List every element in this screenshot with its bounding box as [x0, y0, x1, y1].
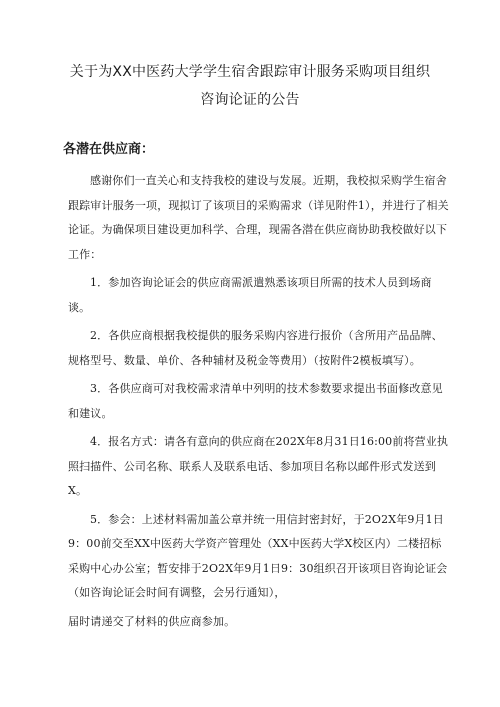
item-2-paragraph: 2．各供应商根据我校提供的服务采购内容进行报价（含所用产品品牌、规格型号、数量、单价、各种辅材及税金等费用）（按附件2模板填写）。 [68, 329, 443, 367]
intro-paragraph: 感谢你们一直关心和支持我校的建设与发展。近期，我校拟采购学生宿舍跟踪审计服务一项，现拟订了该项目的采购需求（详见附件1），并进行了相关论证。为确保项目建设更加科学、合理，现需各潜在供应商协助我校做好以下工作： [68, 174, 449, 261]
notice-body [68, 169, 452, 638]
closing-line: 届时请递交了材料的供应商参加。 [68, 614, 236, 628]
notice-title-line-2: 咨询论证的公告 [200, 92, 300, 108]
item-4-paragraph: 4．报名方式：请各有意向的供应商在202X年8月31日16:00前将营业执照扫描件、公司名称、联系人及联系电话、参加项目名称以邮件形式发送到X。 [68, 435, 449, 497]
notice-title-line-1: 关于为XX中医药大学学生宿舍跟踪审计服务采购项目组织 [69, 64, 431, 80]
item-1-paragraph: 1．参加咨询论证会的供应商需派遣熟悉该项目所需的技术人员到场商谈。 [68, 276, 432, 314]
item-3-paragraph: 3．各供应商可对我校需求清单中列明的技术参数要求提出书面修改意见和建议。 [68, 382, 443, 420]
salutation: 各潜在供应商： [63, 142, 155, 157]
item-5-paragraph: 5．参会：上述材料需加盖公章并统一用信封密封好，于2O2X年9月1日9：00前交至XX中医药大学资产管理处（XX中医药大学X校区内）二楼招标采购中心办公室；暂安排于2O2X年9月1日9：30组织召开该项目咨询论证会（如咨询论证会时间有调整，会另行通知）， [68, 512, 448, 599]
